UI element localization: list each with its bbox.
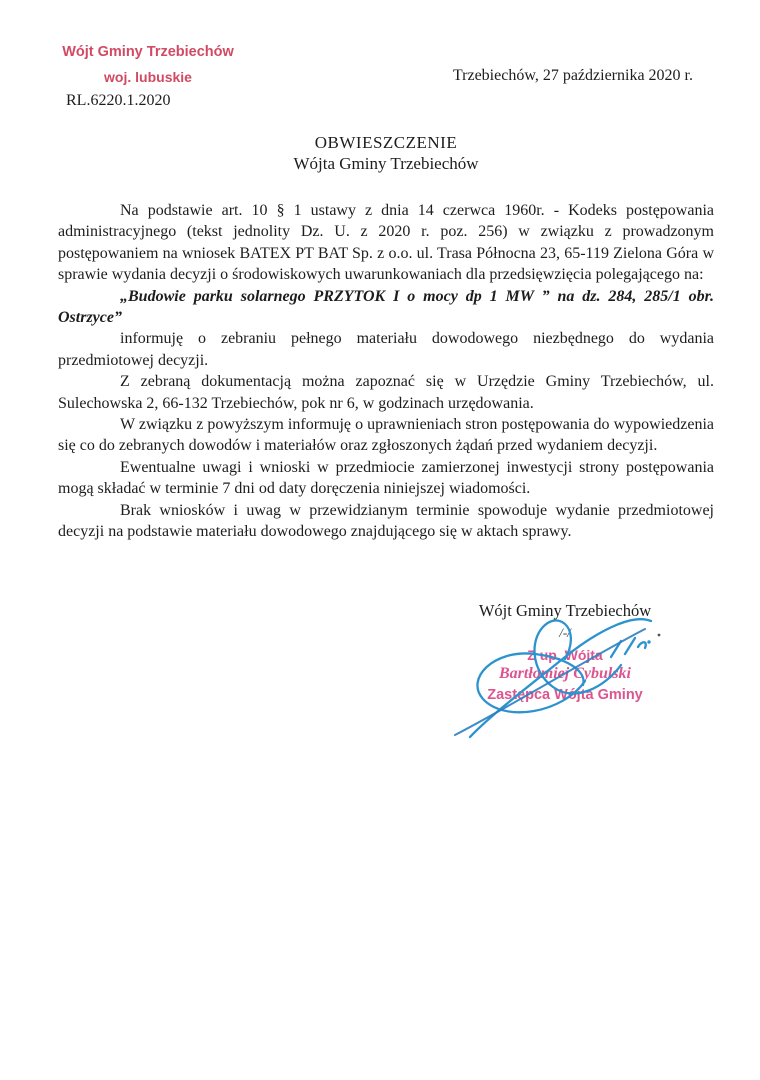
paragraph-1: Na podstawie art. 10 § 1 ustawy z dnia 14 czerwca 1960r. - Kodeks postępowania administracyjnego (tekst jednolity Dz. U. z 2020 r. poz. 256) w związku z prowadzonym postępowaniem na wniosek BATEX PT BAT Sp. z o.o. ul. Trasa Północna 23, 65-119 Zielona Góra w sprawie wydania decyzji o środowiskowych uwarunkowaniach dla przedsięwzięcia polegającego na: [58, 202, 714, 284]
letterhead [62, 44, 234, 85]
paragraph-6: Ewentualne uwagi i wnioski w przedmiocie zamierzonej inwestycji strony postępowania mogą składać w terminie 7 dni od daty doręczenia niniejszej wiadomości. [58, 458, 714, 498]
stamp-signer-position: Zastępca Wójta Gminy [487, 687, 643, 703]
document-body [58, 200, 714, 543]
sender-name: Wójt Gminy Trzebiechów [62, 44, 234, 60]
paragraph-3: informuję o zebraniu pełnego materiału dowodowego niezbędnego do wydania przedmiotowej decyzji. [58, 330, 714, 369]
paragraph-7: Brak wniosków i uwag w przewidzianym terminie spowoduje wydanie przedmiotowej decyzji na podstawie materiału dowodowego znajdującego się w aktach sprawy. [58, 501, 714, 541]
signed-mark: /-/ [559, 625, 571, 640]
paragraph-5: W związku z powyższym informuję o uprawnieniach stron postępowania do wypowiedzenia się co do zebranych dowodów i materiałów oraz zgłoszonych żądań przed wydaniem decyzji. [58, 416, 714, 455]
stamp-authorization: Z up. Wójta [527, 647, 603, 663]
signature-block [420, 601, 710, 704]
reference-number: RL.6220.1.2020 [66, 92, 171, 109]
deputy-stamp [420, 647, 710, 704]
signer-title: Wójt Gminy Trzebiechów [478, 601, 652, 620]
paragraph-4: Z zebraną dokumentacją można zapoznać się w Urzędzie Gminy Trzebiechów, ul. Sulechowska 2, 66-132 Trzebiechów, pok nr 6, w godzinach urzędowania. [58, 373, 714, 412]
document-title: OBWIESZCZENIE [314, 133, 458, 152]
paragraph-2: „Budowie parku solarnego PRZYTOK I o mocy dp 1 MW ” na dz. 284, 285/1 obr. Ostrzyce” [58, 287, 714, 327]
sender-region: woj. lubuskie [104, 69, 192, 85]
title-block [58, 132, 714, 174]
place-and-date: Trzebiechów, 27 października 2020 r. [452, 67, 693, 84]
stamp-signer-name: Bartłomiej Cybulski [498, 665, 631, 682]
document-subtitle: Wójta Gminy Trzebiechów [293, 154, 479, 173]
